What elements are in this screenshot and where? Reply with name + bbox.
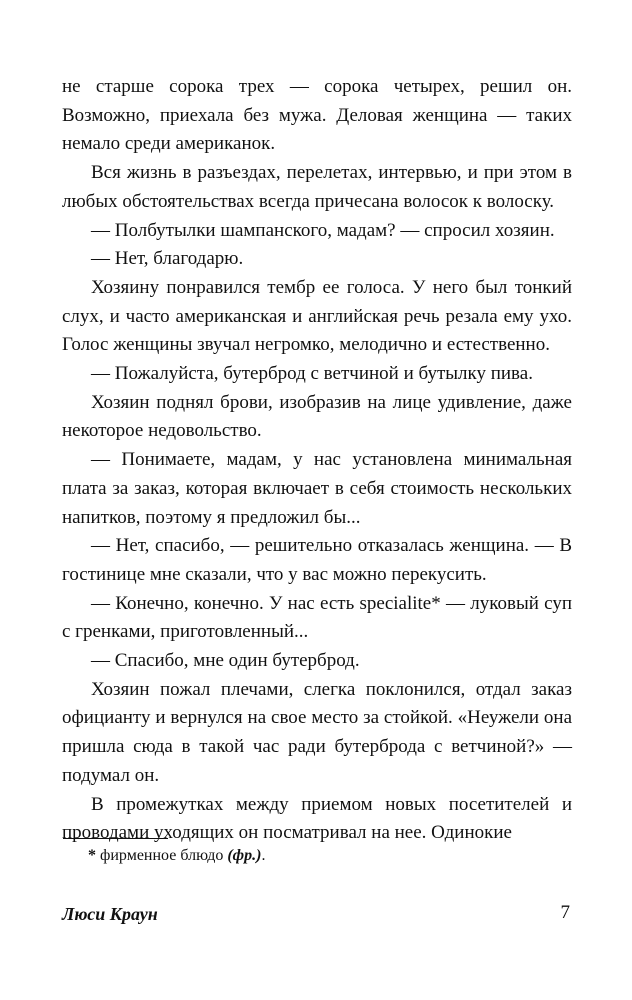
footnote-mark: *: [88, 847, 96, 864]
paragraph: — Нет, спасибо, — решительно отказалась женщина. — В гостинице мне сказали, что у вас можно перекусить.: [62, 535, 572, 585]
paragraph: Хозяину понравился тембр ее голоса. У него был тонкий слух, и часто американская и английская речь резала ему ухо. Голос женщины звучал негромко, мелодично и естественно.: [62, 276, 572, 356]
paragraph: Хозяин поднял брови, изобразив на лице удивление, даже некоторое недовольство.: [62, 391, 572, 442]
paragraph: Вся жизнь в разъездах, перелетах, интервью, и при этом в любых обстоятельствах всегда причесана волосок к волоску.: [62, 162, 572, 212]
paragraph: — Пожалуйста, бутерброд с ветчиной и бутылку пива.: [91, 363, 533, 385]
footnote-end: .: [261, 847, 266, 864]
paragraph: В промежутках между приемом новых посетителей и проводами уходящих он посматривал на нее. Одинокие: [62, 793, 572, 844]
paragraph: не старше сорока трех — сорока четырех, решил он. Возможно, приехала без мужа. Деловая женщина — таких немало среди американок.: [62, 76, 572, 155]
page-number: 7: [560, 902, 570, 923]
paragraph: — Полбутылки шампанского, мадам? — спросил хозяин.: [91, 219, 555, 241]
footnote: [88, 845, 265, 867]
running-footer-author-title: Люси Краун: [62, 904, 158, 924]
footnote-text: фирменное блюдо: [96, 847, 228, 864]
paragraph: — Понимаете, мадам, у нас установлена минимальная плата за заказ, которая включает в себя стоимость нескольких напитков, поэтому я предложил бы...: [62, 449, 572, 528]
footnote-language-abbr: (фр.): [227, 847, 262, 864]
paragraph: — Нет, благодарю.: [91, 248, 244, 270]
paragraph: — Конечно, конечно. У нас есть specialite* — луковый суп с гренками, приготовленный...: [62, 592, 572, 643]
footnote-divider: [63, 838, 168, 839]
paragraph: Хозяин пожал плечами, слегка поклонился, отдал заказ официанту и вернулся на свое место за стойкой. «Неужели она пришла сюда в такой час ради бутерброда с ветчиной?» — подумал он.: [62, 678, 572, 786]
paragraph: — Спасибо, мне один бутерброд.: [91, 650, 360, 672]
body-text: [62, 73, 572, 848]
